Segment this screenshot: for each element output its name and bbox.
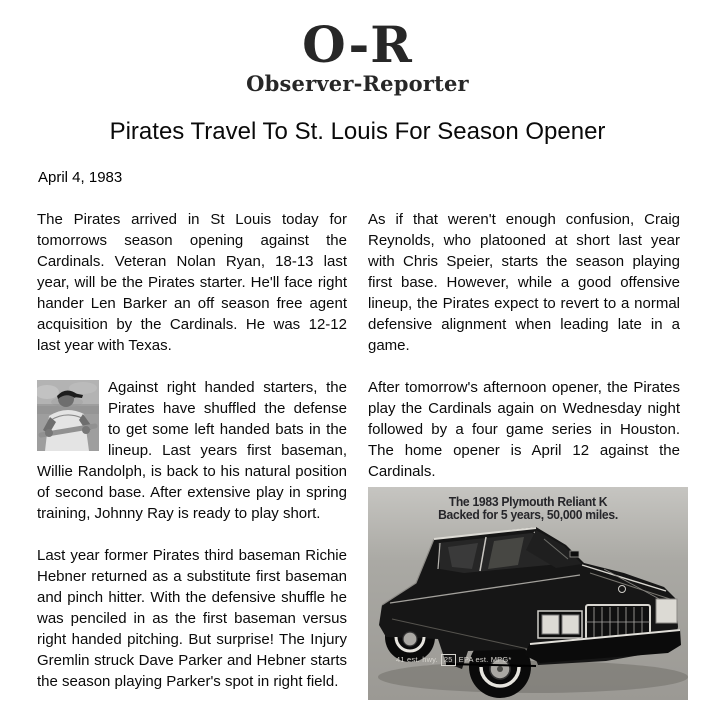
mpg-rating (396, 654, 512, 666)
paragraph: The Pirates arrived in St Louis today for tomorrows season opening against the Cardinals. Veteran Nolan Ryan, 18-13 last year, will be the Pirates starter. He'll face right hander Len Barker an off season free agent acquisition by the Cardinals. He was 12-12 last year with Texas. (37, 211, 347, 354)
paragraph: As if that weren't enough confusion, Craig Reynolds, who platooned at short last year with Chris Speier, starts the season playing first base. However, while a good offensive lineup, the Pirates expect to revert to a normal defensive alignment when leading late in a game. (368, 211, 680, 354)
mpg-label: EPA est. MPG* (458, 655, 512, 664)
car-ad-title-line1: The 1983 Plymouth Reliant K (448, 495, 608, 509)
mpg-highway: 41 est. hwy. (396, 655, 438, 664)
car-ad-title (373, 496, 683, 522)
newspaper-logo-icon: O-R (302, 15, 413, 74)
player-photo (37, 380, 99, 451)
mpg-value-box: 25 (441, 654, 456, 666)
paragraph-text: Against right handed starters, the Pirates have shuffled the defense to get some left handed bats in the lineup. Last years first baseman, Willie Randolph, is back to his natural position of second base. After extensive play in spring training, Johnny Ray is ready to play short. (37, 379, 347, 522)
left-column (37, 209, 347, 713)
paragraph: Last year former Pirates third baseman Richie Hebner returned as a substitute first baseman and pinch hitter. With the defensive shuffle he was penciled in as the first baseman versus right handed pitching. But surprise! The Injury Gremlin struck Dave Parker and Hebner starts the season playing Parker's spot in right field. (37, 547, 347, 690)
article-columns (37, 209, 680, 713)
masthead (0, 0, 715, 95)
car-advertisement (368, 487, 688, 700)
car-ad-title-line2: Backed for 5 years, 50,000 miles. (438, 508, 618, 522)
paragraph: After tomorrow's afternoon opener, the Pirates play the Cardinals again on Wednesday night followed by a four game series in Houston. The home opener is April 12 against the Cardinals. (368, 379, 680, 480)
newspaper-name: Observer-Reporter (246, 71, 469, 96)
paragraph (37, 377, 347, 524)
article-date: April 4, 1983 (38, 169, 123, 186)
right-column (368, 209, 680, 713)
article-headline: Pirates Travel To St. Louis For Season Opener (109, 118, 606, 145)
